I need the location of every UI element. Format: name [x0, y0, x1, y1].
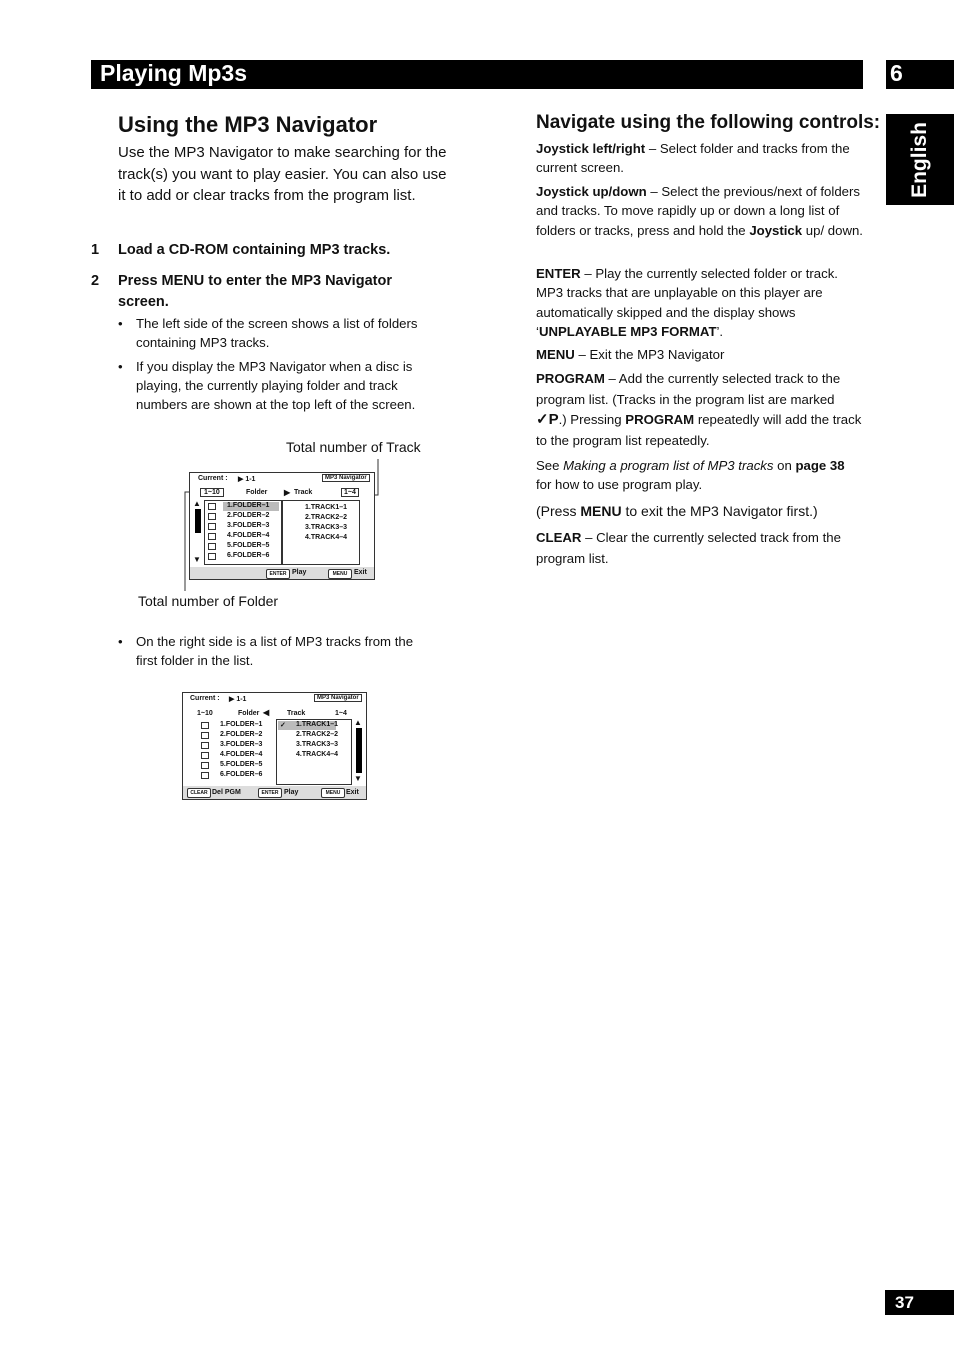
folder-icon: [208, 533, 216, 540]
bullet-text: If you display the MP3 Navigator when a disc is playing, the currently playing folder and track numbers are shown at the top left of the screen.: [136, 359, 416, 412]
folder-icon: [208, 503, 216, 510]
scrollbar-thumb[interactable]: [195, 509, 201, 533]
press-menu-note: (Press MENU to exit the MP3 Navigator first.): [536, 503, 818, 519]
folder-icon: [208, 553, 216, 560]
folder-icon: [201, 722, 209, 729]
current-label: Current :: [198, 475, 228, 482]
track-count: 1~4: [335, 710, 347, 717]
scroll-up-icon[interactable]: ▲: [193, 499, 201, 508]
control-enter: ENTER – Play the currently selected folder or track. MP3 tracks that are unplayable on this player are automatically skipped and the display shows ‘UNPLAYABLE MP3 FORMAT’.: [536, 266, 838, 339]
bullet-text: On the right side is a list of MP3 tracks from the first folder in the list.: [136, 634, 414, 668]
list-item[interactable]: 2.FOLDER–2: [220, 731, 263, 738]
list-item[interactable]: 5.FOLDER–5: [220, 761, 263, 768]
control-clear: CLEAR – Clear the currently selected track from the program list.: [536, 530, 841, 566]
clear-button[interactable]: CLEAR: [187, 788, 211, 798]
delpgm-label: Del PGM: [212, 789, 241, 796]
bullet-2: • If you display the MP3 Navigator when a disc is playing, the currently playing folder and track numbers are shown at the top left of the screen.: [118, 359, 416, 412]
arrow-right-icon: ▶: [284, 488, 291, 497]
section-title: Playing Mp3s: [100, 60, 247, 86]
folder-icon: [201, 762, 209, 769]
enter-button[interactable]: ENTER: [258, 788, 282, 798]
chapter-number-box: [886, 60, 954, 89]
callout-track: Total number of Track: [286, 439, 421, 455]
track-list: [282, 500, 360, 565]
page-number: 37: [895, 1293, 914, 1312]
step-number: 1: [91, 242, 100, 258]
list-item[interactable]: 2.TRACK2–2: [305, 514, 348, 521]
scroll-down-icon[interactable]: ▼: [193, 555, 201, 564]
folder-icon: [208, 543, 216, 550]
scroll-up-icon[interactable]: ▲: [354, 718, 362, 727]
step-text: Load a CD-ROM containing MP3 tracks.: [118, 242, 391, 258]
mp3-navigator-screen-2: [182, 692, 367, 800]
list-item[interactable]: 4.FOLDER–4: [227, 532, 270, 539]
folder-list: [204, 500, 282, 565]
folder-icon: [201, 752, 209, 759]
page-number-box: [885, 1290, 954, 1315]
control-joystick-up-down: Joystick up/down – Select the previous/next of folders and tracks. To move rapidly up or down a long list of folders or tracks, press and hold the Joystick up/ down.: [536, 184, 863, 238]
control-program: PROGRAM – Add the currently selected track to the program list. (Tracks in the program list are marked ✓P.) Pressing PROGRAM repeatedly will add the track to the program list repeatedly.: [536, 371, 862, 448]
callout-folder: Total number of Folder: [138, 593, 279, 609]
track-label: Track: [294, 489, 313, 496]
play-label: Play: [284, 789, 299, 796]
right-title: Navigate using the following controls:: [536, 112, 881, 133]
see-reference: See Making a program list of MP3 tracks on page 38 for how to use program play.: [536, 458, 845, 493]
list-item[interactable]: 1.TRACK1–1: [296, 721, 339, 728]
menu-button[interactable]: MENU: [328, 569, 352, 579]
bullet-text: The left side of the screen shows a list of folders containing MP3 tracks.: [136, 316, 418, 350]
chapter-number: 6: [890, 60, 903, 86]
folder-icon: [201, 732, 209, 739]
list-item[interactable]: 5.FOLDER–5: [227, 542, 270, 549]
list-item[interactable]: 2.FOLDER–2: [227, 512, 270, 519]
list-item[interactable]: 1.TRACK1–1: [305, 504, 348, 511]
play-label: Play: [292, 569, 307, 576]
intro-paragraph: Use the MP3 Navigator to make searching for the track(s) you want to play easier. You can also use it to add or clear tracks from the program list.: [118, 144, 447, 204]
exit-label: Exit: [354, 569, 367, 576]
list-item[interactable]: 2.TRACK2–2: [296, 731, 339, 738]
section-header-bar: [91, 60, 863, 89]
list-item[interactable]: 4.TRACK4–4: [305, 534, 348, 541]
step-text: Press MENU to enter the MP3 Navigator screen.: [118, 273, 392, 310]
folder-label: Folder: [246, 489, 268, 496]
list-item[interactable]: 6.FOLDER–6: [220, 771, 263, 778]
current-value: ▶ 1-1: [229, 696, 247, 703]
mp3-navigator-screen-1: [189, 472, 375, 580]
check-mark-icon: ✓: [280, 722, 286, 729]
arrow-left-icon: ◀: [263, 708, 270, 717]
folder-label: Folder: [238, 710, 260, 717]
step-2: [91, 271, 428, 313]
control-joystick-left-right: Joystick left/right – Select folder and tracks from the current screen.: [536, 141, 850, 176]
list-item[interactable]: 1.FOLDER–1: [227, 502, 270, 509]
current-value: ▶ 1-1: [238, 476, 256, 483]
folder-icon: [201, 742, 209, 749]
nav-title: MP3 Navigator: [314, 694, 362, 702]
language-label: English: [908, 122, 931, 198]
track-list: [276, 719, 352, 785]
list-item[interactable]: 6.FOLDER–6: [227, 552, 270, 559]
menu-button[interactable]: MENU: [321, 788, 345, 798]
program-mark-icon: ✓P: [536, 411, 559, 428]
enter-button[interactable]: ENTER: [266, 569, 290, 579]
language-tab: [886, 114, 954, 205]
bullet-3: • On the right side is a list of MP3 tracks from the first folder in the list.: [118, 634, 414, 668]
list-item[interactable]: 4.TRACK4–4: [296, 751, 339, 758]
folder-count: 1~10: [197, 710, 213, 717]
scrollbar-thumb[interactable]: [356, 728, 362, 773]
left-title: Using the MP3 Navigator: [118, 112, 378, 137]
list-item[interactable]: 3.FOLDER–3: [227, 522, 270, 529]
list-item[interactable]: 3.TRACK3–3: [305, 524, 348, 531]
list-item[interactable]: 1.FOLDER–1: [220, 721, 263, 728]
folder-icon: [201, 772, 209, 779]
step-1: [91, 240, 438, 261]
folder-list: [197, 719, 275, 785]
list-item[interactable]: 3.FOLDER–3: [220, 741, 263, 748]
folder-count: 1~10: [200, 488, 224, 497]
folder-icon: [208, 523, 216, 530]
list-item[interactable]: 4.FOLDER–4: [220, 751, 263, 758]
control-menu: MENU – Exit the MP3 Navigator: [536, 347, 725, 362]
step-number: 2: [91, 273, 100, 289]
bullet-1: • The left side of the screen shows a list of folders containing MP3 tracks.: [118, 316, 418, 350]
track-label: Track: [287, 710, 306, 717]
nav-title: MP3 Navigator: [322, 474, 370, 482]
list-item[interactable]: 3.TRACK3–3: [296, 741, 339, 748]
track-count: 1~4: [341, 488, 359, 497]
folder-icon: [208, 513, 216, 520]
current-label: Current :: [190, 695, 220, 702]
scroll-down-icon[interactable]: ▼: [354, 774, 362, 783]
exit-label: Exit: [346, 789, 359, 796]
